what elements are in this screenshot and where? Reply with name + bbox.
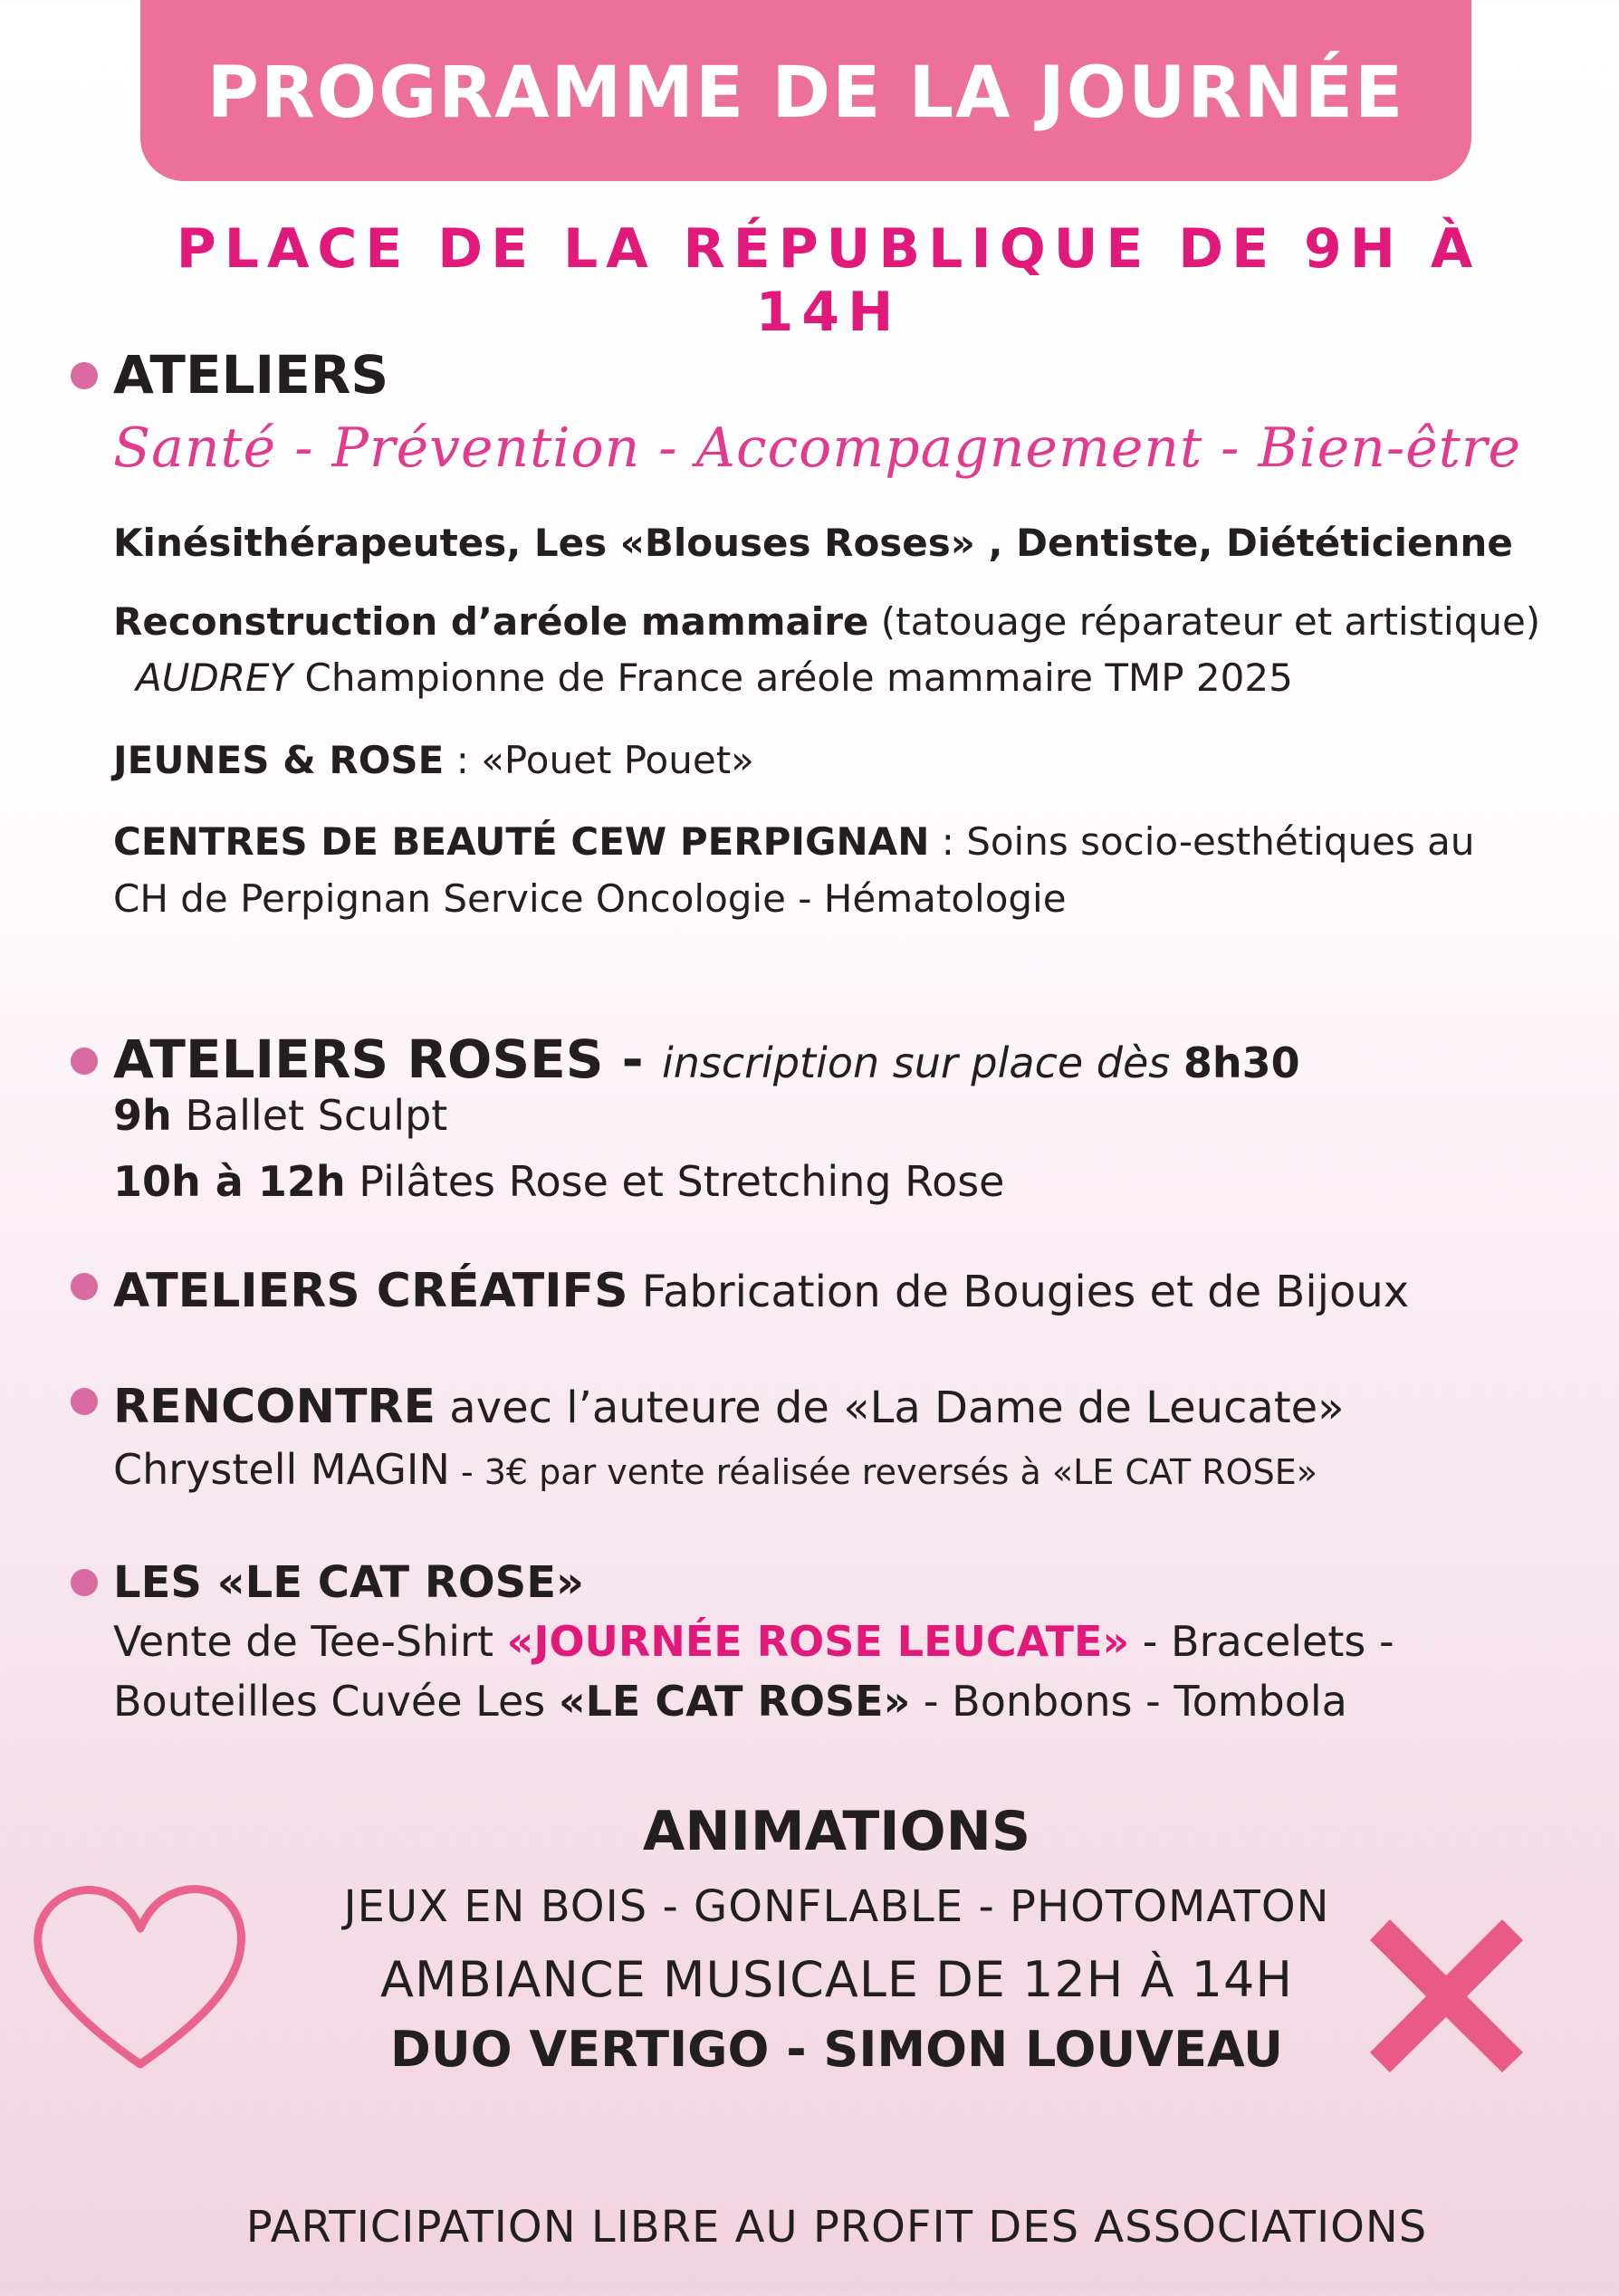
animations-heading: ANIMATIONS xyxy=(642,1800,1031,1863)
ateliers-audrey-line xyxy=(136,655,1293,700)
journee-rose-leucate: «JOURNÉE ROSE LEUCATE» xyxy=(506,1617,1130,1666)
bullet-icon xyxy=(71,1569,98,1596)
cat-rose-line1 xyxy=(113,1617,1394,1666)
jeunes-detail: : «Pouet Pouet» xyxy=(444,738,754,782)
section-ateliers-creatifs xyxy=(113,1264,1409,1318)
footer-note: PARTICIPATION LIBRE AU PROFIT DES ASSOCIATIONS xyxy=(245,2202,1428,2253)
ateliers-cew-line xyxy=(113,819,1475,864)
cat-rose-brand: «LE CAT ROSE» xyxy=(558,1677,911,1726)
ateliers-roses-note: inscription sur place dès xyxy=(661,1038,1183,1087)
areole-title: Reconstruction d’aréole mammaire xyxy=(113,599,869,644)
audrey-title: Championne de France aréole mammaire TMP 2025 xyxy=(292,655,1293,700)
ateliers-roses-dash: - xyxy=(603,1028,662,1090)
bullet-icon xyxy=(71,362,98,389)
location-time-subtitle: PLACE DE LA RÉPUBLIQUE DE 9H À 14H xyxy=(176,217,1481,344)
heart-icon xyxy=(27,1879,254,2078)
bullet-icon xyxy=(71,1048,98,1075)
ateliers-creatifs-title: ATELIERS CRÉATIFS xyxy=(113,1264,628,1318)
areole-detail: (tatouage réparateur et artistique) xyxy=(868,599,1541,644)
bullet-icon xyxy=(71,1388,98,1415)
ateliers-creatifs-text: Fabrication de Bougies et de Bijoux xyxy=(627,1267,1410,1317)
ateliers-jeunes-line xyxy=(113,738,754,782)
audrey-name: AUDREY xyxy=(136,655,293,700)
animations-line3: DUO VERTIGO - SIMON LOUVEAU xyxy=(390,2021,1283,2078)
ballet-sculpt-line xyxy=(113,1091,447,1140)
tee-shirt-text: Vente de Tee-Shirt xyxy=(113,1617,507,1666)
cew-detail: : Soins socio-esthétiques au xyxy=(929,819,1475,864)
bonbons-text: - Bonbons - Tombola xyxy=(910,1677,1347,1726)
rencontre-title: RENCONTRE xyxy=(113,1380,436,1434)
animations-line1: JEUX EN BOIS - GONFLABLE - PHOTOMATON xyxy=(343,1881,1330,1932)
ateliers-roses-title: ATELIERS ROSES xyxy=(113,1028,604,1090)
header-banner xyxy=(140,0,1471,181)
animations-line2: AMBIANCE MUSICALE DE 12H À 14H xyxy=(380,1951,1293,2008)
ateliers-roses-time: 8h30 xyxy=(1183,1038,1300,1087)
pilates-line xyxy=(113,1157,1005,1206)
bullet-icon xyxy=(71,1273,98,1300)
rencontre-author-line xyxy=(113,1445,1317,1494)
rencontre-text: avec l’auteure de «La Dame de Leucate» xyxy=(436,1382,1345,1433)
section-rencontre xyxy=(113,1380,1345,1434)
section-heading-ateliers: ATELIERS xyxy=(113,344,389,406)
page-title: PROGRAMME DE LA JOURNÉE xyxy=(206,53,1405,134)
ballet-text: Ballet Sculpt xyxy=(171,1091,448,1140)
cew-title: CENTRES DE BEAUTÉ CEW PERPIGNAN xyxy=(113,819,930,864)
ateliers-areole-line xyxy=(113,599,1540,644)
bouteilles-text: Bouteilles Cuvée Les xyxy=(113,1677,559,1726)
author-name: Chrystell MAGIN xyxy=(113,1445,450,1494)
section-heading-ateliers-roses xyxy=(113,1028,1300,1090)
ateliers-professions: Kinésithérapeutes, Les «Blouses Roses» , Dentiste, Diététicienne xyxy=(113,521,1513,565)
author-note: - 3€ par vente réalisée reversés à «LE CAT ROSE» xyxy=(449,1452,1317,1492)
bracelets-text: - Bracelets - xyxy=(1129,1617,1394,1666)
pilates-text: Pilâtes Rose et Stretching Rose xyxy=(345,1157,1005,1206)
cross-icon xyxy=(1363,1912,1530,2080)
jeunes-title: JEUNES & ROSE xyxy=(113,738,445,782)
ballet-time: 9h xyxy=(113,1091,172,1140)
cat-rose-line2 xyxy=(113,1677,1347,1726)
ateliers-ch-line: CH de Perpignan Service Oncologie - Hématologie xyxy=(113,876,1067,921)
pilates-time: 10h à 12h xyxy=(113,1157,346,1206)
section-heading-cat-rose: LES «LE CAT ROSE» xyxy=(113,1557,584,1608)
ateliers-themes: Santé - Prévention - Accompagnement - Bien-être xyxy=(113,416,1522,480)
